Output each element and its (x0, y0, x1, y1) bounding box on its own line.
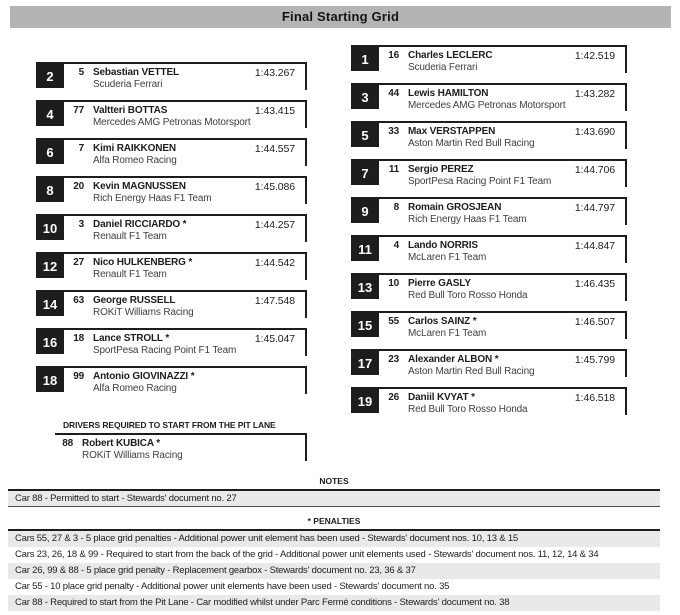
team-name: SportPesa Racing Point F1 Team (93, 345, 237, 356)
qualifying-time: 1:43.415 (254, 105, 295, 117)
driver-name: Romain GROSJEAN (408, 202, 502, 213)
team-name: Scuderia Ferrari (408, 62, 478, 73)
car-number: 3 (78, 219, 84, 230)
team-name: Aston Martin Red Bull Racing (408, 366, 535, 377)
position-box: 15 (351, 313, 379, 337)
driver-info (93, 216, 186, 243)
team-name: Aston Martin Red Bull Racing (408, 138, 535, 149)
car-number: 33 (388, 126, 399, 137)
driver-name: Nico HULKENBERG * (93, 257, 193, 268)
qualifying-time: 1:42.519 (574, 50, 615, 62)
team-name: Mercedes AMG Petronas Motorsport (93, 117, 251, 128)
car-number: 7 (78, 143, 84, 154)
position-box: 4 (36, 102, 64, 126)
driver-name: Valtteri BOTTAS (93, 105, 168, 116)
grid-entry (351, 387, 627, 419)
driver-name: Daniil KVYAT * (408, 392, 475, 403)
driver-info (408, 47, 492, 74)
driver-name: Sebastian VETTEL (93, 67, 179, 78)
pit-lane-entries (55, 433, 307, 463)
driver-name: Lance STROLL * (93, 333, 170, 344)
grid-entry (36, 214, 307, 246)
grid-entry (351, 197, 627, 229)
grid-entry (36, 290, 307, 322)
position-box: 17 (351, 351, 379, 375)
grid-column-even-positions (36, 62, 307, 404)
team-name: Renault F1 Team (93, 269, 167, 280)
penalty-row: Cars 23, 26, 18 & 99 - Required to start from the back of the grid - Additional power unit elements used - Stewards' document nos. 11, 12, 14 & 34 (15, 549, 599, 560)
driver-info (93, 292, 194, 319)
car-number: 63 (73, 295, 84, 306)
qualifying-time: 1:46.435 (574, 278, 615, 290)
car-number: 8 (393, 202, 399, 213)
grid-entry (351, 159, 627, 191)
qualifying-time: 1:44.542 (254, 257, 295, 269)
team-name: McLaren F1 Team (408, 328, 487, 339)
driver-info (408, 313, 486, 340)
driver-info (93, 330, 236, 357)
position-box: 19 (351, 389, 379, 413)
driver-info (408, 199, 527, 226)
position-box: 13 (351, 275, 379, 299)
driver-info (408, 161, 551, 188)
driver-info (93, 254, 192, 281)
grid-entry (36, 100, 307, 132)
notes-header: NOTES (319, 476, 349, 486)
grid-entry (36, 252, 307, 284)
qualifying-time: 1:44.797 (574, 202, 615, 214)
team-name: Alfa Romeo Racing (93, 383, 177, 394)
car-number: 5 (78, 67, 84, 78)
driver-info (408, 85, 566, 112)
qualifying-time: 1:44.847 (574, 240, 615, 252)
qualifying-time (291, 368, 307, 371)
qualifying-time: 1:47.548 (254, 295, 295, 307)
car-number: 4 (393, 240, 399, 251)
driver-name: George RUSSELL (93, 295, 176, 306)
driver-name: Alexander ALBON * (408, 354, 499, 365)
team-name: Red Bull Toro Rosso Honda (408, 404, 528, 415)
qualifying-time: 1:44.706 (574, 164, 615, 176)
grid-entry (36, 62, 307, 94)
car-number: 77 (73, 105, 84, 116)
grid-column-odd-positions (351, 45, 627, 425)
team-name: Red Bull Toro Rosso Honda (408, 290, 528, 301)
position-box: 14 (36, 292, 64, 316)
car-number: 10 (388, 278, 399, 289)
driver-info (93, 368, 194, 395)
position-box: 12 (36, 254, 64, 278)
grid-entry (351, 349, 627, 381)
position-box: 18 (36, 368, 64, 392)
team-name: Alfa Romeo Racing (93, 155, 177, 166)
driver-info (408, 123, 534, 150)
grid-entry (351, 121, 627, 153)
driver-name: Daniel RICCIARDO * (93, 219, 187, 230)
car-number: 26 (388, 392, 399, 403)
qualifying-time: 1:45.047 (254, 333, 295, 345)
team-name: McLaren F1 Team (408, 252, 487, 263)
grid-entry (36, 138, 307, 170)
car-number: 88 (62, 438, 73, 449)
penalties-rows (8, 529, 660, 611)
note-row: Car 88 - Permitted to start - Stewards' document no. 27 (8, 491, 660, 507)
car-number: 11 (388, 164, 399, 175)
team-name: SportPesa Racing Point F1 Team (408, 176, 552, 187)
position-box: 16 (36, 330, 64, 354)
grid-entry (36, 176, 307, 208)
grid-entry (36, 366, 307, 398)
car-number: 18 (73, 333, 84, 344)
driver-info (408, 351, 534, 378)
team-name: ROKiT Williams Racing (93, 307, 194, 318)
driver-name: Pierre GASLY (408, 278, 471, 289)
position-box: 5 (351, 123, 379, 147)
position-box: 1 (351, 47, 379, 71)
car-number: 44 (388, 88, 399, 99)
team-name: ROKiT Williams Racing (82, 450, 183, 461)
car-number: 23 (388, 354, 399, 365)
team-name: Renault F1 Team (93, 231, 167, 242)
car-number: 55 (388, 316, 399, 327)
position-box: 10 (36, 216, 64, 240)
qualifying-time: 1:46.518 (574, 392, 615, 404)
qualifying-time: 1:44.557 (254, 143, 295, 155)
pit-lane-section (55, 420, 307, 463)
driver-name: Sergio PEREZ (408, 164, 474, 175)
driver-name: Max VERSTAPPEN (408, 126, 496, 137)
position-box: 11 (351, 237, 379, 261)
car-number: 27 (73, 257, 84, 268)
car-number: 20 (73, 181, 84, 192)
position-box: 7 (351, 161, 379, 185)
grid-entry (36, 328, 307, 360)
position-box: 3 (351, 85, 379, 109)
position-box: 6 (36, 140, 64, 164)
driver-info (93, 140, 177, 167)
driver-info (93, 102, 251, 129)
qualifying-time: 1:43.282 (574, 88, 615, 100)
notes-rows (8, 489, 660, 507)
team-name: Rich Energy Haas F1 Team (93, 193, 212, 204)
car-number: 16 (388, 50, 399, 61)
driver-name: Carlos SAINZ * (408, 316, 477, 327)
penalty-row: Car 26, 99 & 88 - 5 place grid penalty - Replacement gearbox - Stewards' document no. 23, 36 & 37 (8, 563, 660, 579)
penalty-row: Cars 55, 27 & 3 - 5 place grid penalties - Additional power unit element has been used - Stewards' document nos. 10, 13 & 15 (8, 531, 660, 547)
driver-info (408, 237, 486, 264)
position-box: 9 (351, 199, 379, 223)
position-box: 8 (36, 178, 64, 202)
position-box: 2 (36, 64, 64, 88)
notes-section (8, 476, 660, 507)
qualifying-time: 1:45.086 (254, 181, 295, 193)
penalty-row: Car 55 - 10 place grid penalty - Additional power unit elements have been used - Stewards' document no. 35 (15, 581, 450, 592)
qualifying-time: 1:43.267 (254, 67, 295, 79)
driver-name: Antonio GIOVINAZZI * (93, 371, 195, 382)
team-name: Rich Energy Haas F1 Team (408, 214, 527, 225)
grid-entry (351, 83, 627, 115)
grid-entry (351, 45, 627, 77)
driver-info (93, 64, 179, 91)
driver-info (408, 275, 527, 302)
qualifying-time: 1:43.690 (574, 126, 615, 138)
driver-name: Kimi RAIKKONEN (93, 143, 176, 154)
qualifying-time: 1:46.507 (574, 316, 615, 328)
driver-name: Lando NORRIS (408, 240, 478, 251)
driver-name: Charles LECLERC (408, 50, 493, 61)
driver-info (408, 389, 527, 416)
grid-entry (351, 273, 627, 305)
driver-info (93, 178, 212, 205)
grid-entry (351, 235, 627, 267)
team-name: Mercedes AMG Petronas Motorsport (408, 100, 566, 111)
pit-lane-entry (55, 433, 307, 463)
driver-name: Robert KUBICA * (82, 438, 160, 449)
penalties-header: * PENALTIES (307, 516, 361, 526)
team-name: Scuderia Ferrari (93, 79, 163, 90)
car-number: 99 (73, 371, 84, 382)
driver-name: Kevin MAGNUSSEN (93, 181, 186, 192)
penalties-section (8, 516, 660, 611)
qualifying-time: 1:44.257 (254, 219, 295, 231)
grid-entry (351, 311, 627, 343)
page-title: Final Starting Grid (10, 6, 671, 28)
driver-info (82, 435, 183, 462)
pit-lane-header: DRIVERS REQUIRED TO START FROM THE PIT LANE (63, 420, 276, 430)
driver-name: Lewis HAMILTON (408, 88, 489, 99)
penalty-row: Car 88 - Required to start from the Pit Lane - Car modified whilst under Parc Fermé conditions - Stewards' document no. 38 (8, 595, 660, 611)
qualifying-time: 1:45.799 (574, 354, 615, 366)
